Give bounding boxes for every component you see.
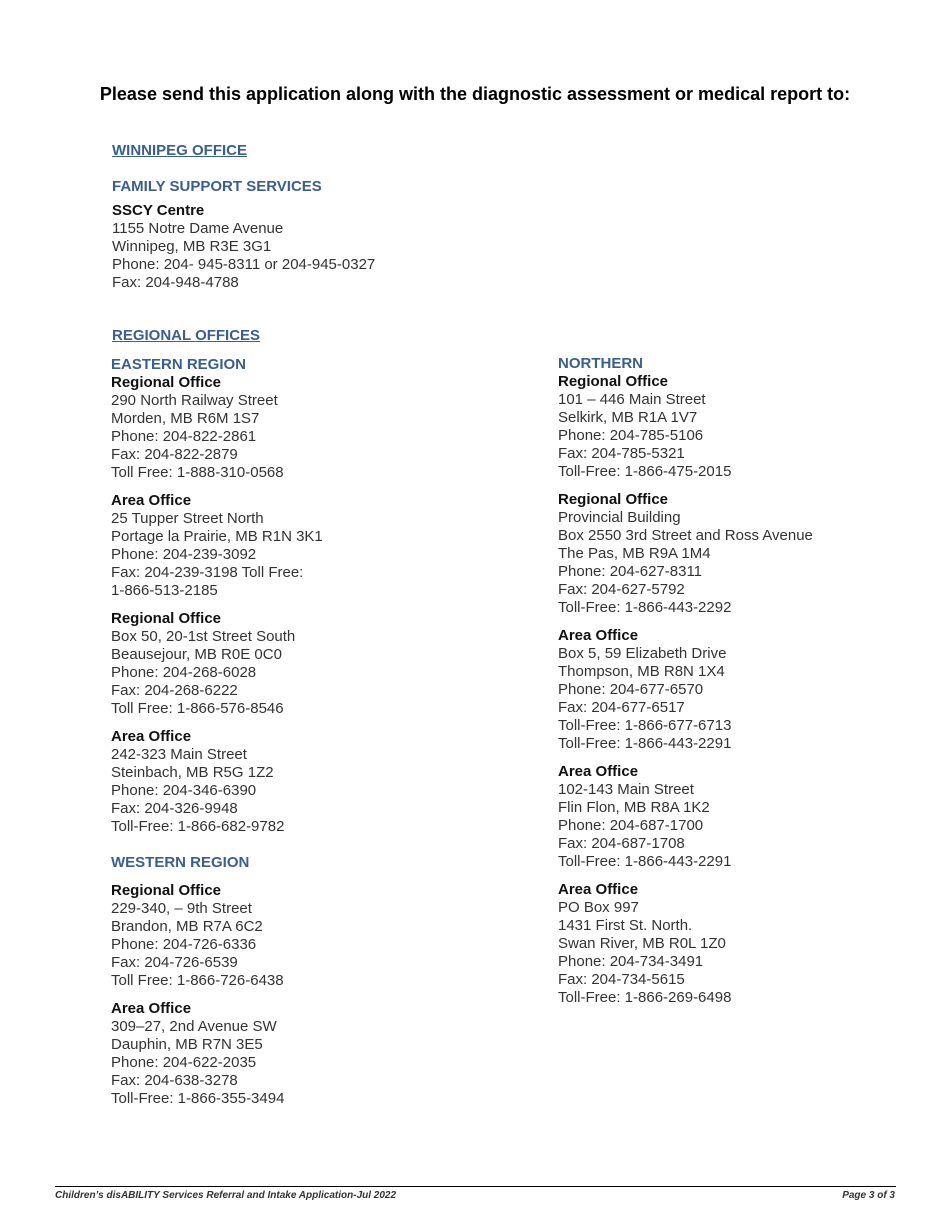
office-name: Regional Office bbox=[558, 373, 669, 390]
office-name: Regional Office bbox=[558, 491, 669, 508]
office-line: Box 2550 3rd Street and Ross Avenue bbox=[558, 527, 813, 544]
office-line: Phone: 204-687-1700 bbox=[558, 817, 704, 834]
office-line: Toll-Free: 1-866-682-9782 bbox=[111, 818, 285, 835]
office-line: Swan River, MB R0L 1Z0 bbox=[558, 935, 726, 952]
office-line: Toll Free: 1-866-726-6438 bbox=[111, 972, 284, 989]
office-line: Selkirk, MB R1A 1V7 bbox=[558, 409, 698, 426]
office-line: 101 – 446 Main Street bbox=[558, 391, 706, 408]
office-line: 229-340, – 9th Street bbox=[111, 900, 252, 917]
office-line: Phone: 204-627-8311 bbox=[558, 563, 703, 580]
office-line: Dauphin, MB R7N 3E5 bbox=[111, 1036, 263, 1053]
office-line: 242-323 Main Street bbox=[111, 746, 247, 763]
office-name: Regional Office bbox=[111, 374, 222, 391]
office-line: 290 North Railway Street bbox=[111, 392, 278, 409]
office-line: Fax: 204-822-2879 bbox=[111, 446, 238, 463]
office-line: Morden, MB R6M 1S7 bbox=[111, 410, 260, 427]
office-line: Phone: 204-268-6028 bbox=[111, 664, 257, 681]
footer-document-title: Children’s disABILITY Services Referral and Intake Application-Jul 2022 bbox=[55, 1190, 397, 1201]
eastern-office-2 bbox=[111, 492, 511, 600]
office-name: Regional Office bbox=[111, 882, 222, 899]
northern-office-5 bbox=[558, 881, 918, 1007]
office-line: Fax: 204-734-5615 bbox=[558, 971, 685, 988]
office-line: Provincial Building bbox=[558, 509, 681, 526]
office-line: Thompson, MB R8N 1X4 bbox=[558, 663, 725, 680]
northern-office-2 bbox=[558, 491, 918, 617]
office-line: Toll-Free: 1-866-677-6713 bbox=[558, 717, 732, 734]
office-line: Portage la Prairie, MB R1N 3K1 bbox=[111, 528, 323, 545]
office-line: Fax: 204-638-3278 bbox=[111, 1072, 238, 1089]
northern-office-1 bbox=[558, 373, 918, 481]
office-line: Phone: 204-785-5106 bbox=[558, 427, 704, 444]
office-line: Toll-Free: 1-866-443-2291 bbox=[558, 735, 732, 752]
eastern-office-3 bbox=[111, 610, 511, 718]
office-line: PO Box 997 bbox=[558, 899, 639, 916]
northern-region-title: NORTHERN bbox=[558, 355, 643, 372]
page-heading: Please send this application along with the diagnostic assessment or medical report to: bbox=[99, 84, 851, 104]
left-column bbox=[111, 356, 511, 1118]
office-line: Phone: 204-239-3092 bbox=[111, 546, 257, 563]
office-name: Area Office bbox=[111, 728, 192, 745]
office-name: Area Office bbox=[558, 881, 639, 898]
winnipeg-office-name: SSCY Centre bbox=[112, 202, 205, 219]
office-line: Phone: 204-734-3491 bbox=[558, 953, 704, 970]
office-name: Area Office bbox=[558, 763, 639, 780]
office-line: Toll-Free: 1-866-443-2291 bbox=[558, 853, 732, 870]
office-line: Phone: 204-822-2861 bbox=[111, 428, 257, 445]
western-office-2 bbox=[111, 1000, 511, 1108]
office-line: The Pas, MB R9A 1M4 bbox=[558, 545, 711, 562]
office-line: Fax: 204-677-6517 bbox=[558, 699, 685, 716]
winnipeg-city-line: Winnipeg, MB R3E 3G1 bbox=[112, 238, 272, 255]
regional-offices-title[interactable]: REGIONAL OFFICES bbox=[112, 327, 261, 344]
office-line: Toll Free: 1-866-576-8546 bbox=[111, 700, 284, 717]
office-line: 102-143 Main Street bbox=[558, 781, 694, 798]
office-line: Beausejour, MB R0E 0C0 bbox=[111, 646, 282, 663]
office-line: 309–27, 2nd Avenue SW bbox=[111, 1018, 277, 1035]
office-line: Phone: 204-726-6336 bbox=[111, 936, 257, 953]
office-name: Area Office bbox=[111, 1000, 192, 1017]
eastern-office-4 bbox=[111, 728, 511, 836]
office-line: Fax: 204-687-1708 bbox=[558, 835, 685, 852]
office-line: Fax: 204-268-6222 bbox=[111, 682, 238, 699]
office-line: Box 50, 20-1st Street South bbox=[111, 628, 296, 645]
office-line: Steinbach, MB R5G 1Z2 bbox=[111, 764, 274, 781]
office-line: Toll-Free: 1-866-475-2015 bbox=[558, 463, 732, 480]
northern-office-3 bbox=[558, 627, 918, 753]
office-line: Fax: 204-627-5792 bbox=[558, 581, 685, 598]
office-line: Toll-Free: 1-866-269-6498 bbox=[558, 989, 732, 1006]
right-column bbox=[558, 355, 918, 1017]
office-line: Fax: 204-785-5321 bbox=[558, 445, 685, 462]
winnipeg-office-title[interactable]: WINNIPEG OFFICE bbox=[112, 142, 247, 159]
office-line: Toll Free: 1-888-310-0568 bbox=[111, 464, 284, 481]
eastern-office-1 bbox=[111, 374, 511, 482]
western-office-1 bbox=[111, 882, 511, 990]
office-line: 1431 First St. North. bbox=[558, 917, 693, 934]
office-line: Flin Flon, MB R8A 1K2 bbox=[558, 799, 710, 816]
family-support-services-title: FAMILY SUPPORT SERVICES bbox=[112, 178, 322, 195]
winnipeg-address-line: 1155 Notre Dame Avenue bbox=[112, 220, 284, 237]
office-name: Regional Office bbox=[111, 610, 222, 627]
northern-office-4 bbox=[558, 763, 918, 871]
office-line: Toll-Free: 1-866-443-2292 bbox=[558, 599, 732, 616]
office-line: Fax: 204-239-3198 Toll Free: bbox=[111, 564, 304, 581]
western-region-title: WESTERN REGION bbox=[111, 854, 250, 871]
office-line: Box 5, 59 Elizabeth Drive bbox=[558, 645, 727, 662]
eastern-region-title: EASTERN REGION bbox=[111, 356, 247, 373]
office-line: Phone: 204-346-6390 bbox=[111, 782, 257, 799]
winnipeg-phone-line: Phone: 204- 945-8311 or 204-945-0327 bbox=[112, 256, 376, 273]
office-line: Phone: 204-677-6570 bbox=[558, 681, 704, 698]
office-line: 1-866-513-2185 bbox=[111, 582, 218, 599]
office-line: 25 Tupper Street North bbox=[111, 510, 264, 527]
office-line: Brandon, MB R7A 6C2 bbox=[111, 918, 263, 935]
footer-divider bbox=[55, 1186, 896, 1187]
office-line: Phone: 204-622-2035 bbox=[111, 1054, 257, 1071]
office-line: Fax: 204-326-9948 bbox=[111, 800, 238, 817]
office-line: Toll-Free: 1-866-355-3494 bbox=[111, 1090, 285, 1107]
office-line: Fax: 204-726-6539 bbox=[111, 954, 238, 971]
winnipeg-fax-line: Fax: 204-948-4788 bbox=[112, 274, 239, 291]
office-name: Area Office bbox=[558, 627, 639, 644]
office-name: Area Office bbox=[111, 492, 192, 509]
footer-page-number: Page 3 of 3 bbox=[842, 1190, 895, 1201]
winnipeg-office-block bbox=[112, 202, 375, 292]
